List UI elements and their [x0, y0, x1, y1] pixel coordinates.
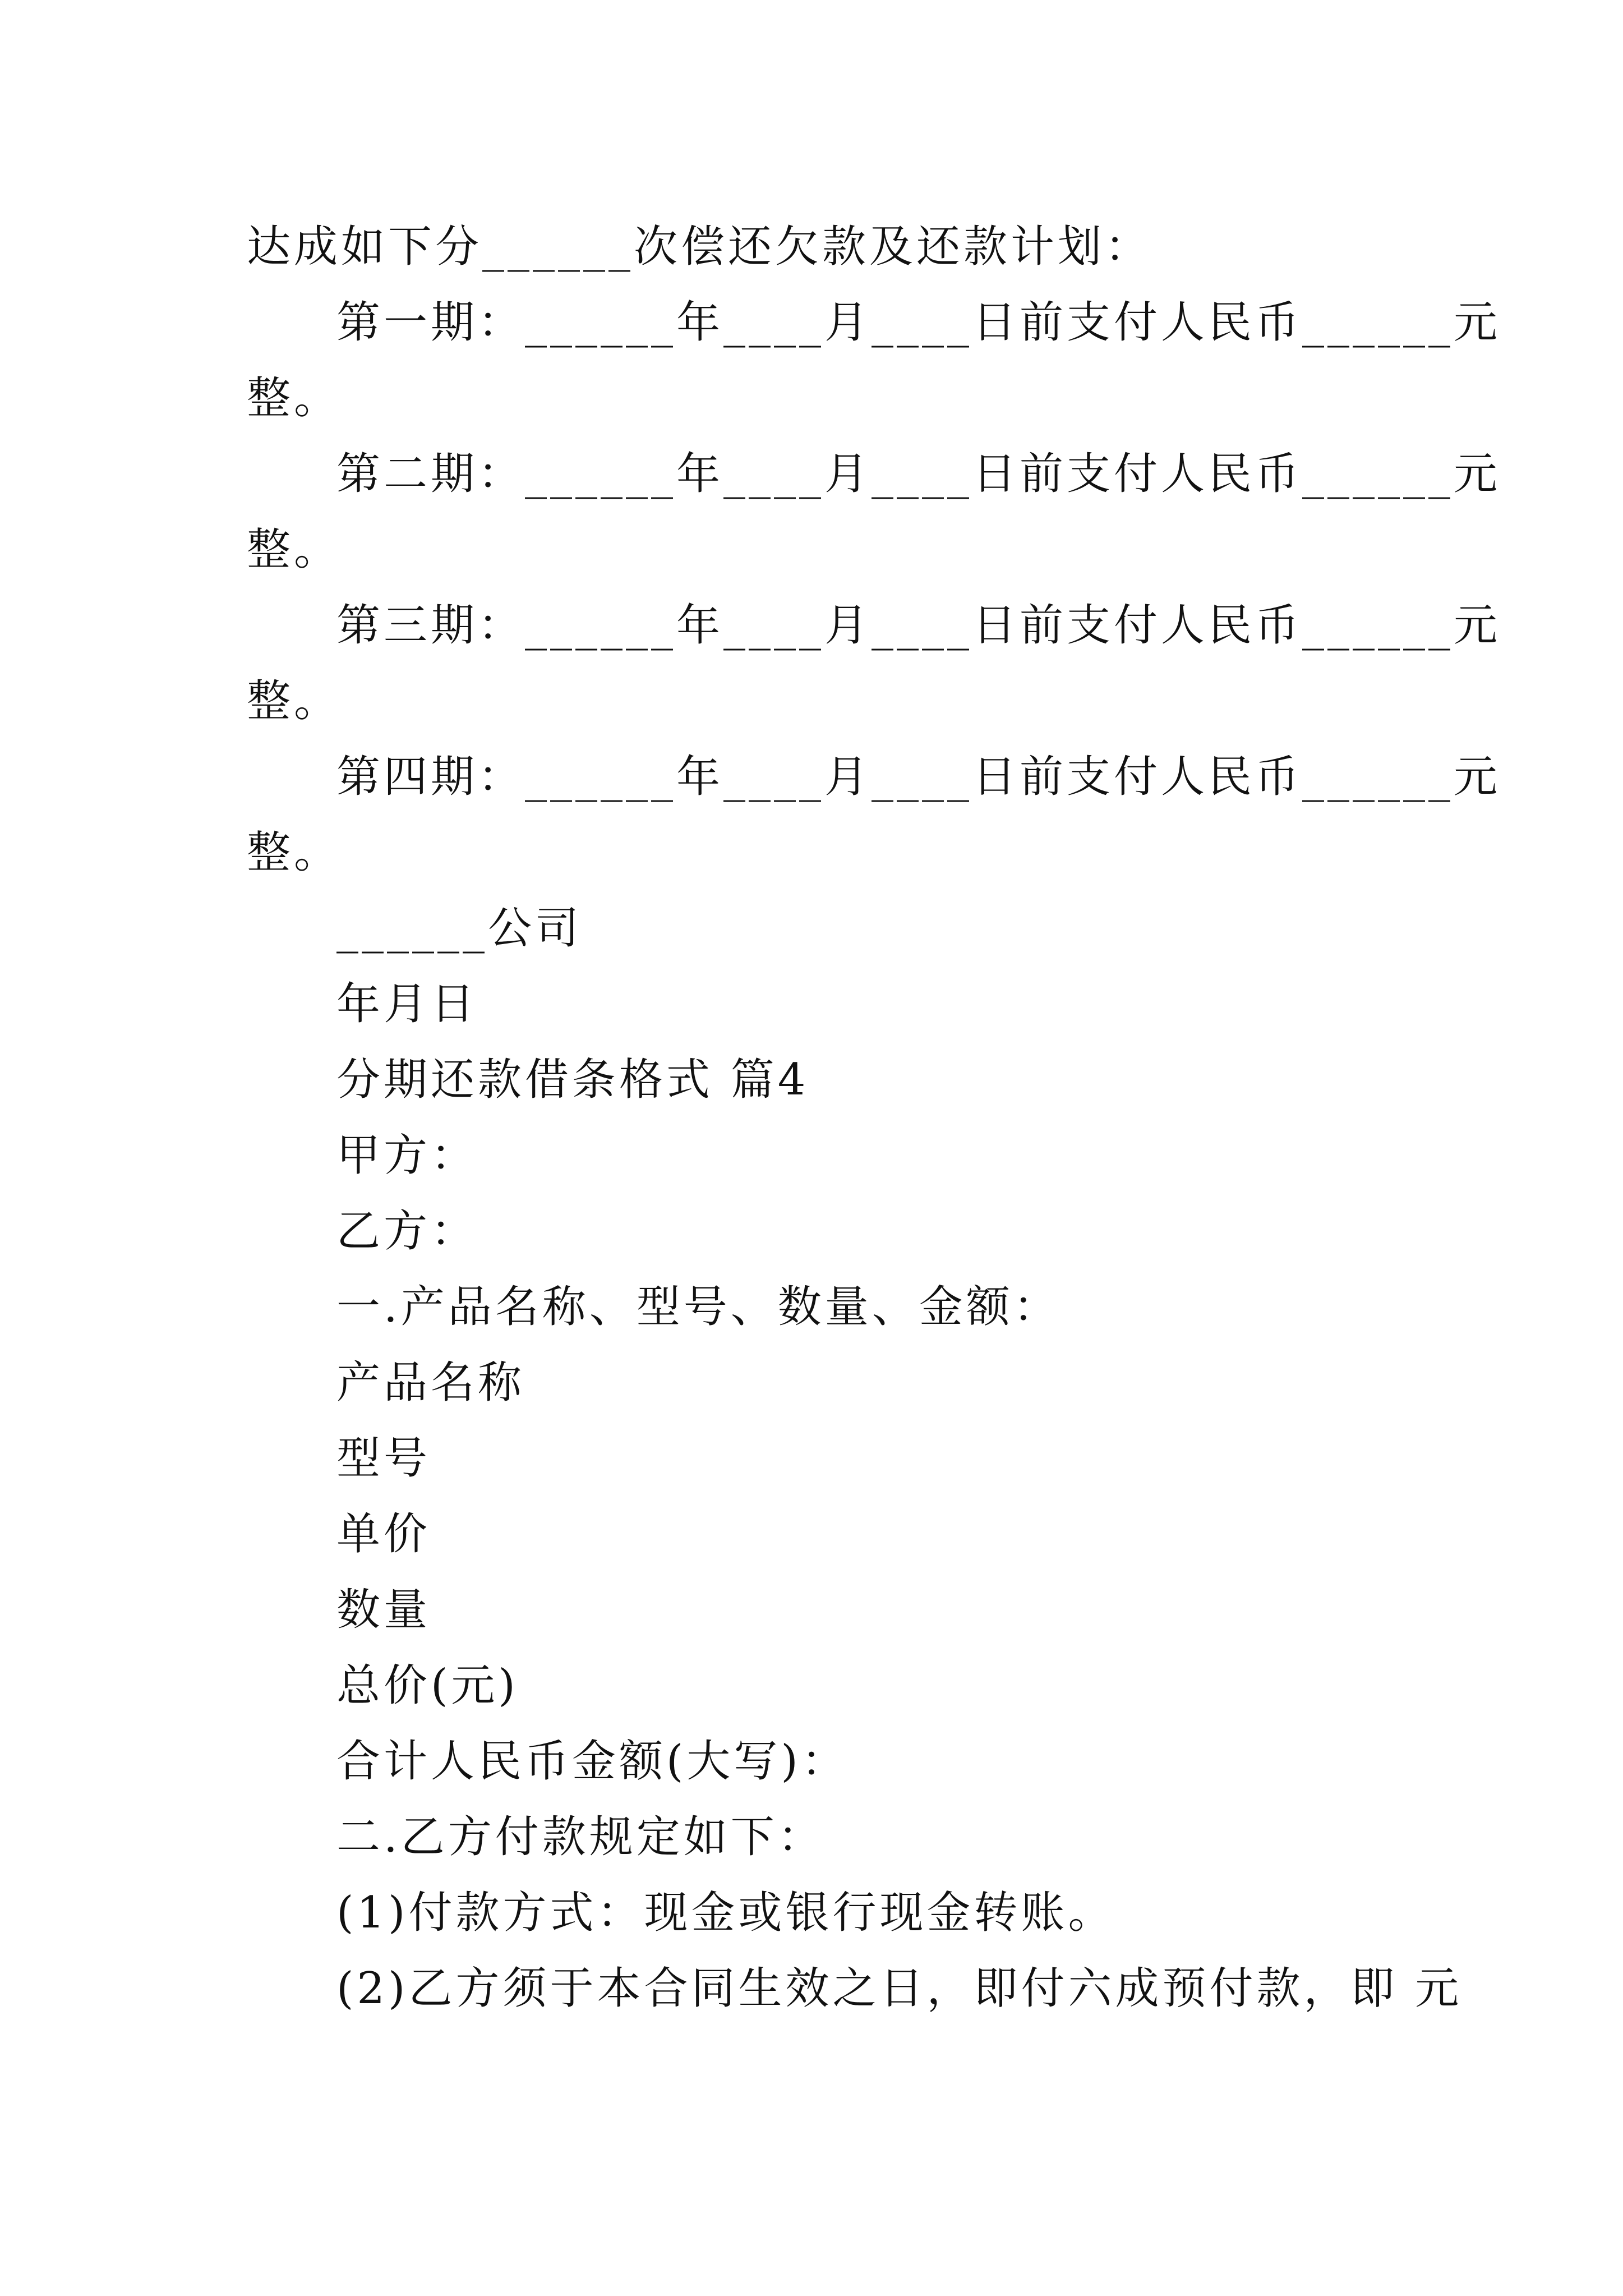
text-line-installment-plan: 达成如下分______次偿还欠款及还款计划：	[247, 222, 1152, 272]
text-line-prepayment: (2)乙方须于本合同生效之日，即付六成预付款，即 元	[336, 1963, 1463, 2014]
text-line-party-b: 乙方：	[336, 1206, 478, 1257]
text-line-total-amount: 合计人民币金额(大写)：	[336, 1736, 849, 1787]
text-line-period-4: 第四期：______年____月____日前支付人民币______元	[336, 752, 1501, 802]
text-line-period-4-end: 整。	[247, 827, 342, 878]
text-line-product-name: 产品名称	[336, 1358, 525, 1408]
text-line-period-2-end: 整。	[247, 524, 342, 575]
text-line-period-3: 第三期：______年____月____日前支付人民币______元	[336, 600, 1501, 651]
text-line-company: ______公司	[336, 903, 583, 954]
text-line-date: 年月日	[336, 979, 478, 1029]
text-line-party-a: 甲方：	[336, 1130, 478, 1181]
text-line-payment-method: (1)付款方式：现金或银行现金转账。	[336, 1888, 1115, 1938]
text-line-product-heading: 一.产品名称、型号、数量、金额：	[336, 1282, 1061, 1332]
text-line-section-title: 分期还款借条格式 篇4	[336, 1055, 809, 1105]
text-line-quantity: 数量	[336, 1585, 431, 1635]
text-line-payment-heading: 二.乙方付款规定如下：	[336, 1812, 825, 1862]
text-line-model: 型号	[336, 1433, 431, 1484]
text-line-period-3-end: 整。	[247, 676, 342, 726]
text-line-unit-price: 单价	[336, 1509, 431, 1559]
text-line-period-1: 第一期：______年____月____日前支付人民币______元	[336, 297, 1501, 348]
text-line-period-2: 第二期：______年____月____日前支付人民币______元	[336, 449, 1501, 499]
text-line-total-price: 总价(元)	[336, 1660, 519, 1711]
text-line-period-1-end: 整。	[247, 373, 342, 424]
